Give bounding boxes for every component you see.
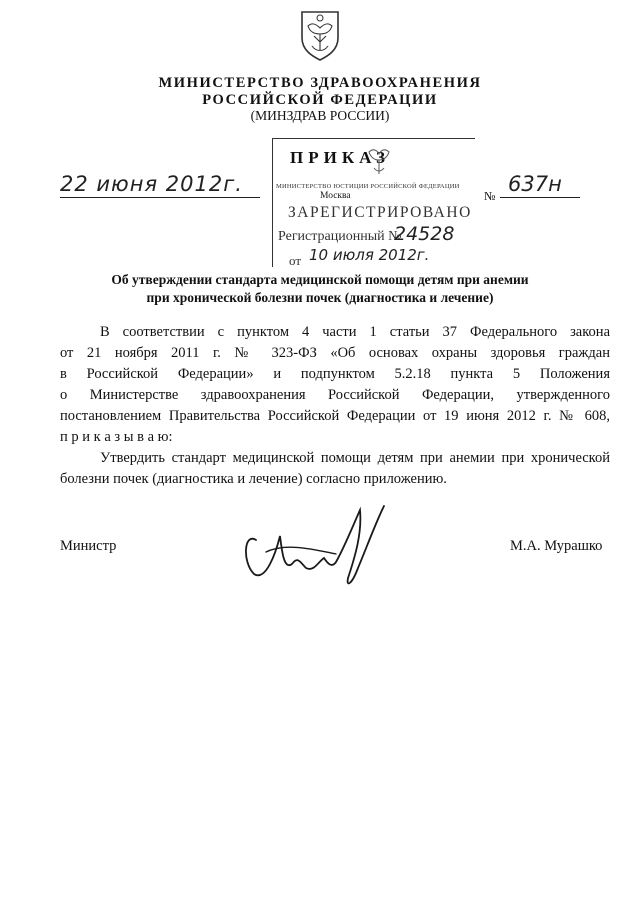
stamp-reg-number-label: Регистрационный № [278, 229, 402, 244]
stamp-registered: ЗАРЕГИСТРИРОВАНО [288, 204, 472, 221]
body-paragraph-2 [60, 448, 610, 490]
paragraph-line: В соответствии с пунктом 4 части 1 статьи 37 Федерального закона [100, 324, 610, 340]
coat-of-arms-icon [298, 8, 342, 62]
stamp-reg-number: 24528 [394, 223, 455, 245]
ministry-short-name: (МИНЗДРАВ РОССИИ) [250, 108, 390, 123]
order-title: ПРИКАЗ [290, 148, 390, 167]
paragraph-line: постановлением Правительства Российской Федерации от 19 июня 2012 г. № 608, [60, 408, 610, 424]
paragraph-line: о Министерстве здравоохранения Российской Федерации, утвержденного [60, 387, 610, 403]
paragraph-line: болезни почек (диагностика и лечение) согласно приложению. [60, 471, 447, 487]
signer-name: М.А. Мурашко [510, 538, 603, 554]
signer-position: Министр [60, 538, 117, 554]
paragraph-line: в Российской Федерации» и подпунктом 5.2.18 пункта 5 Положения [60, 366, 610, 382]
stamp-ministry-text: МИНИСТЕРСТВО ЮСТИЦИИ РОССИЙСКОЙ ФЕДЕРАЦИИ [276, 183, 460, 190]
body-paragraph-1 [60, 322, 610, 448]
ministry-name-line1: МИНИСТЕРСТВО ЗДРАВООХРАНЕНИЯ [158, 75, 482, 91]
number-underline [500, 197, 580, 198]
paragraph-line: от 21 ноября 2011 г. № 323-ФЗ «Об основах охраны здоровья граждан [60, 345, 610, 361]
order-date: 22 июня 2012г. [60, 172, 243, 196]
order-number-sign: № [484, 189, 496, 203]
document-title-line1: Об утверждении стандарта медицинской помощи детям при анемии [111, 272, 529, 287]
stamp-from-date: 10 июля 2012г. [309, 246, 430, 264]
handwritten-signature [236, 492, 396, 592]
stamp-emblem-icon [365, 146, 393, 178]
order-number: 637н [508, 172, 562, 196]
date-underline [60, 197, 260, 198]
stamp-from-label: от [289, 253, 302, 268]
document-title-line2: при хронической болезни почек (диагностика и лечение) [146, 290, 494, 305]
ministry-name-line2: РОССИЙСКОЙ ФЕДЕРАЦИИ [202, 92, 438, 108]
paragraph-line: п р и к а з ы в а ю: [60, 429, 173, 445]
order-city: Москва [320, 191, 351, 201]
paragraph-line: Утвердить стандарт медицинской помощи детям при анемии при хронической [100, 450, 610, 466]
